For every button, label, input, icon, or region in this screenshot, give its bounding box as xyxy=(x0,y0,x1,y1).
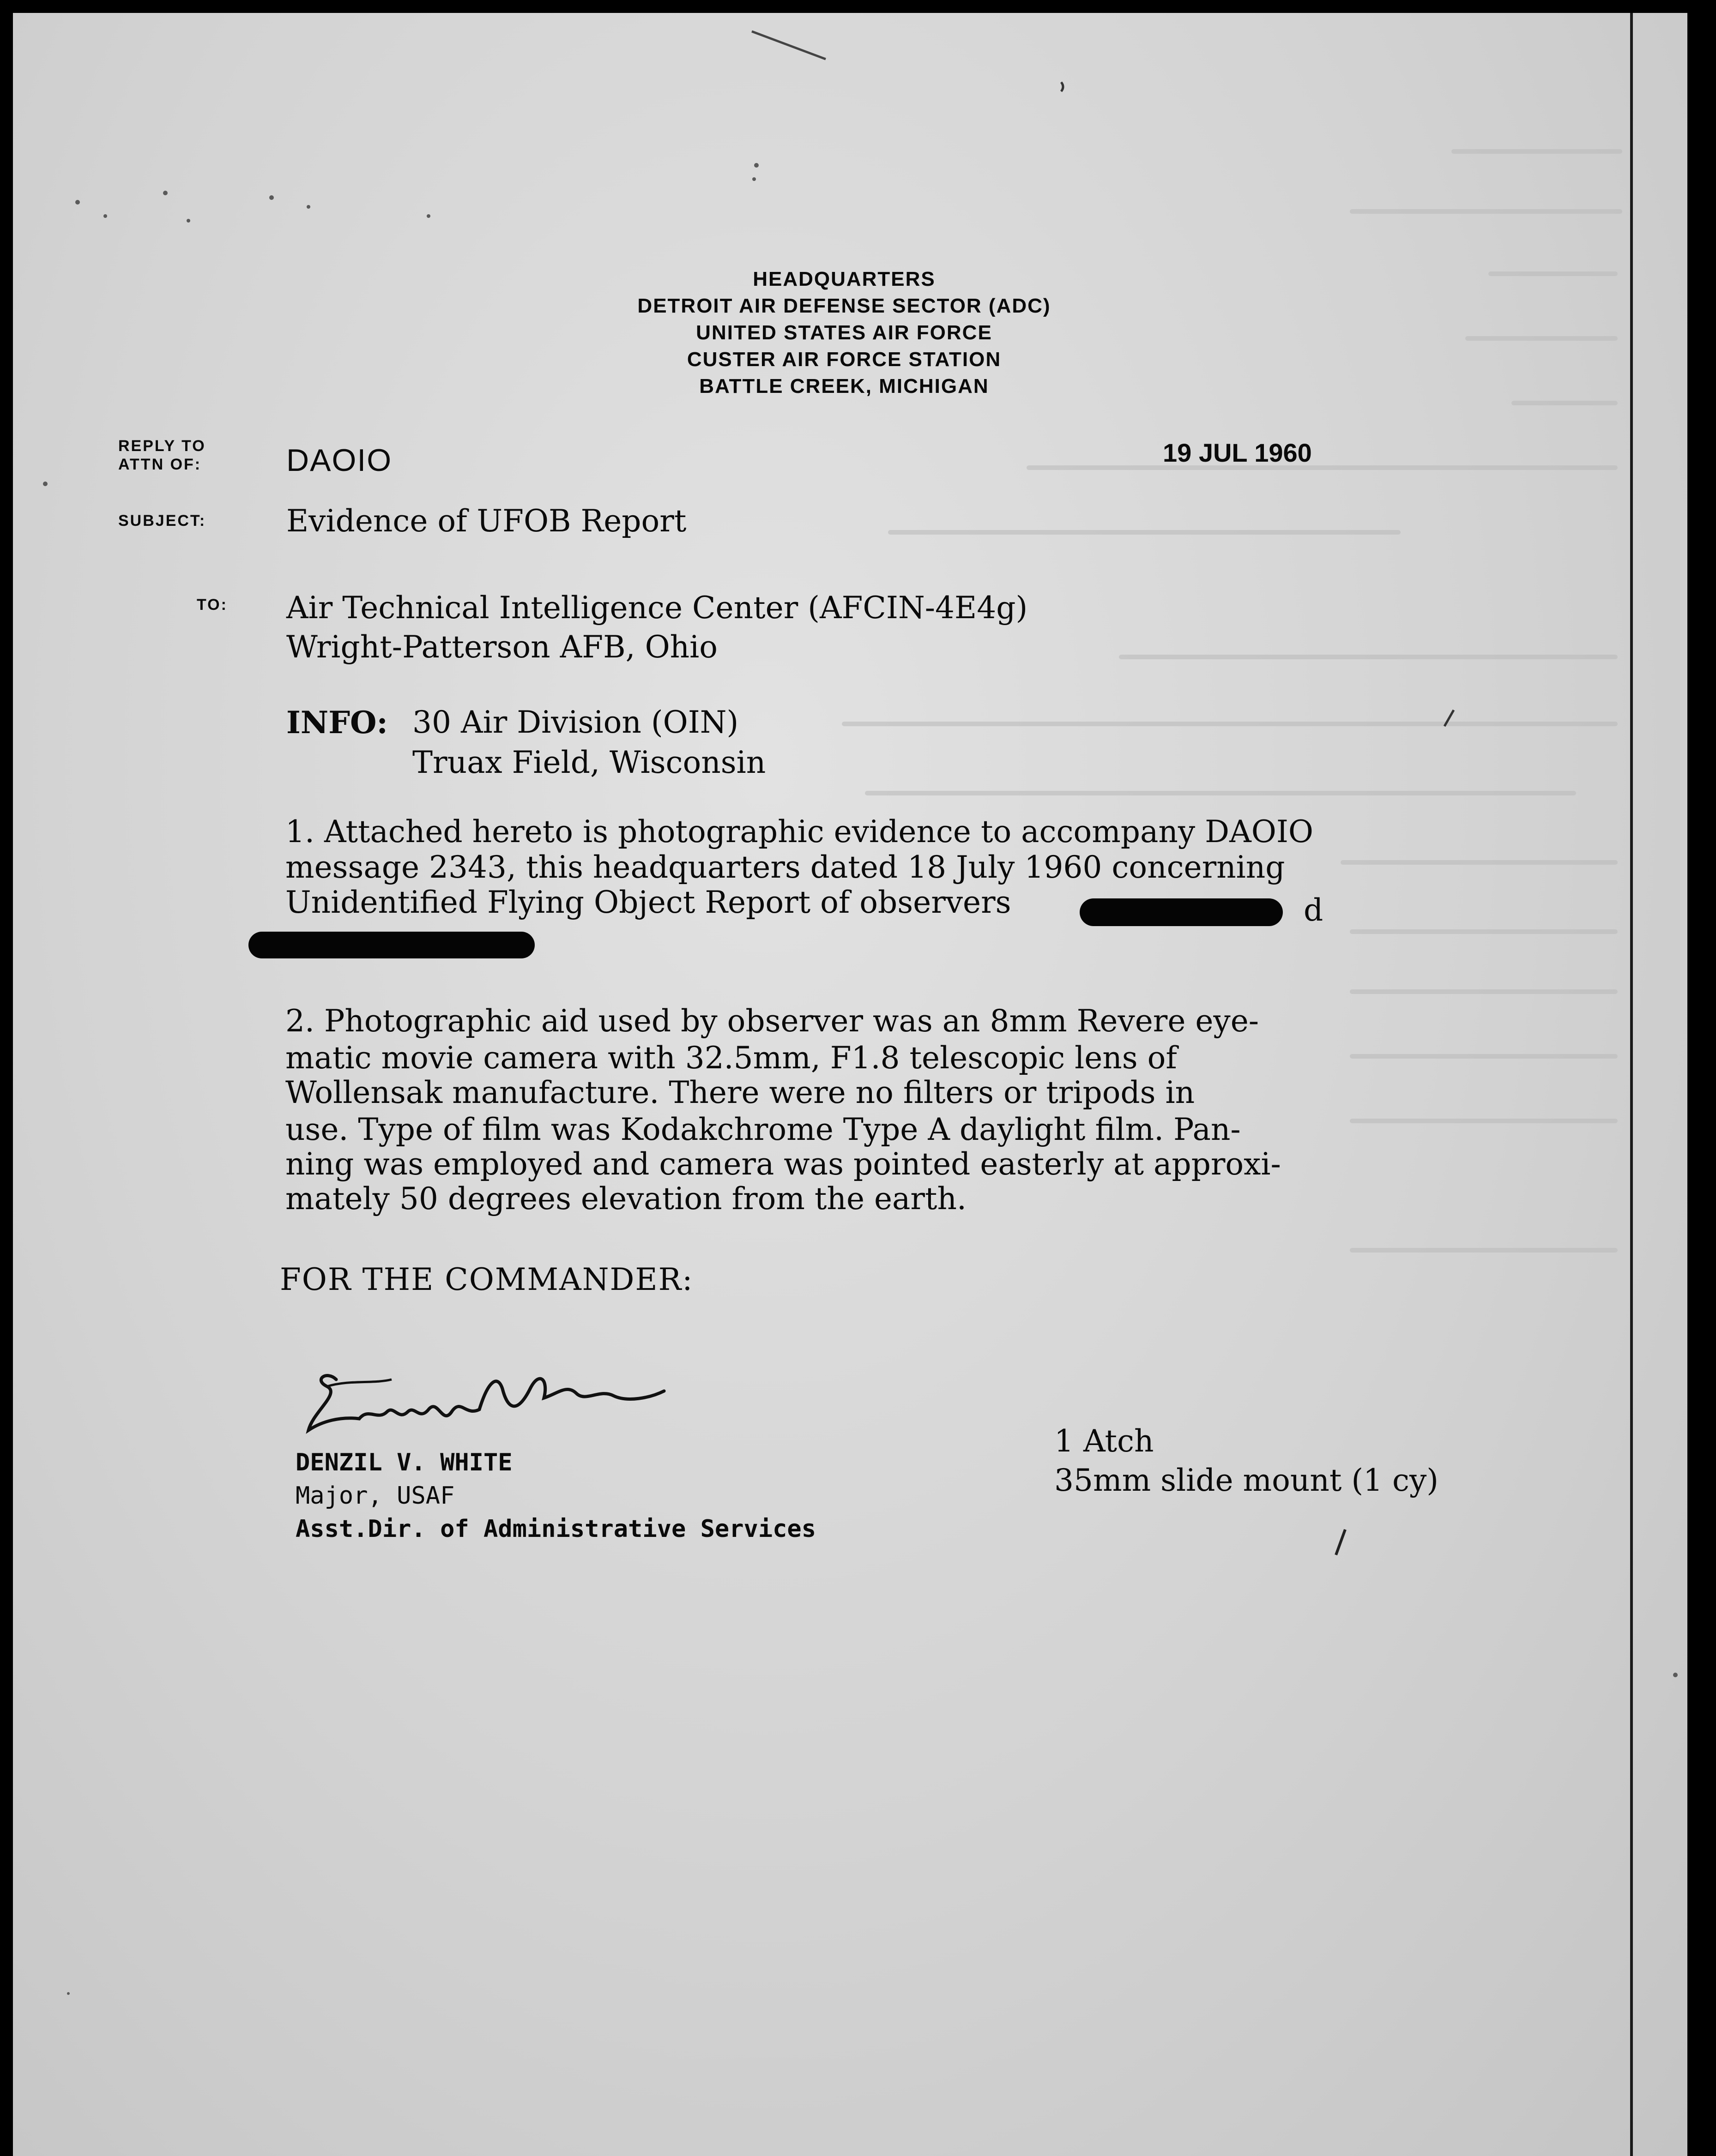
reply-to-label-line1: REPLY TO xyxy=(118,437,206,455)
redaction-bar xyxy=(1080,898,1283,926)
reply-to-label-line2: ATTN OF: xyxy=(118,456,202,473)
to-label: TO: xyxy=(197,596,228,614)
attachment-count: 1 Atch xyxy=(1054,1423,1154,1459)
date-stamp: 19 JUL 1960 xyxy=(1163,438,1312,467)
letterhead-line: HEADQUARTERS xyxy=(753,268,936,290)
paragraph-line: mately 50 degrees elevation from the earth. xyxy=(285,1181,967,1217)
paragraph-line: Wollensak manufacture. There were no filters or tripods in xyxy=(285,1075,1195,1110)
paragraph-line: matic movie camera with 32.5mm, F1.8 telescopic lens of xyxy=(285,1040,1177,1076)
signer-title: Asst.Dir. of Administrative Services xyxy=(296,1515,816,1543)
handwritten-signature xyxy=(299,1361,678,1453)
letterhead-line: BATTLE CREEK, MICHIGAN xyxy=(699,375,989,397)
paragraph-line: ning was employed and camera was pointed easterly at approxi- xyxy=(285,1146,1281,1182)
letterhead xyxy=(498,266,1190,400)
paragraph-line: Unidentified Flying Object Report of observers xyxy=(285,885,1011,920)
paragraph-line: 2. Photographic aid used by observer was an 8mm Revere eye- xyxy=(285,1003,1259,1039)
attachment-description: 35mm slide mount (1 cy) xyxy=(1054,1463,1439,1498)
paragraph-line: use. Type of film was Kodakchrome Type A daylight film. Pan- xyxy=(285,1112,1241,1147)
paragraph-line: d xyxy=(1304,892,1323,928)
info-line: Truax Field, Wisconsin xyxy=(412,745,766,780)
redaction-bar xyxy=(248,932,535,958)
letterhead-line: UNITED STATES AIR FORCE xyxy=(696,321,992,344)
letterhead-line: CUSTER AIR FORCE STATION xyxy=(687,348,1002,371)
paragraph-line: 1. Attached hereto is photographic evidence to accompany DAOIO xyxy=(285,814,1314,849)
page-fold-line xyxy=(1630,13,1633,2156)
to-line: Wright-Patterson AFB, Ohio xyxy=(286,629,718,665)
signer-name: DENZIL V. WHITE xyxy=(296,1449,513,1476)
to-line: Air Technical Intelligence Center (AFCIN-4E4g) xyxy=(286,590,1028,626)
paragraph-line: message 2343, this headquarters dated 18 July 1960 concerning xyxy=(285,849,1285,885)
subject-label: SUBJECT: xyxy=(118,512,206,530)
info-label: INFO: xyxy=(286,705,388,741)
document-page xyxy=(13,13,1687,2156)
info-line: 30 Air Division (OIN) xyxy=(412,705,739,740)
reply-to-label xyxy=(118,437,206,474)
letterhead-line: DETROIT AIR DEFENSE SECTOR (ADC) xyxy=(637,295,1051,317)
subject-value: Evidence of UFOB Report xyxy=(286,503,687,539)
closing: FOR THE COMMANDER: xyxy=(280,1262,694,1297)
reply-to-value: DAOIO xyxy=(286,443,393,478)
signer-rank: Major, USAF xyxy=(296,1482,455,1510)
